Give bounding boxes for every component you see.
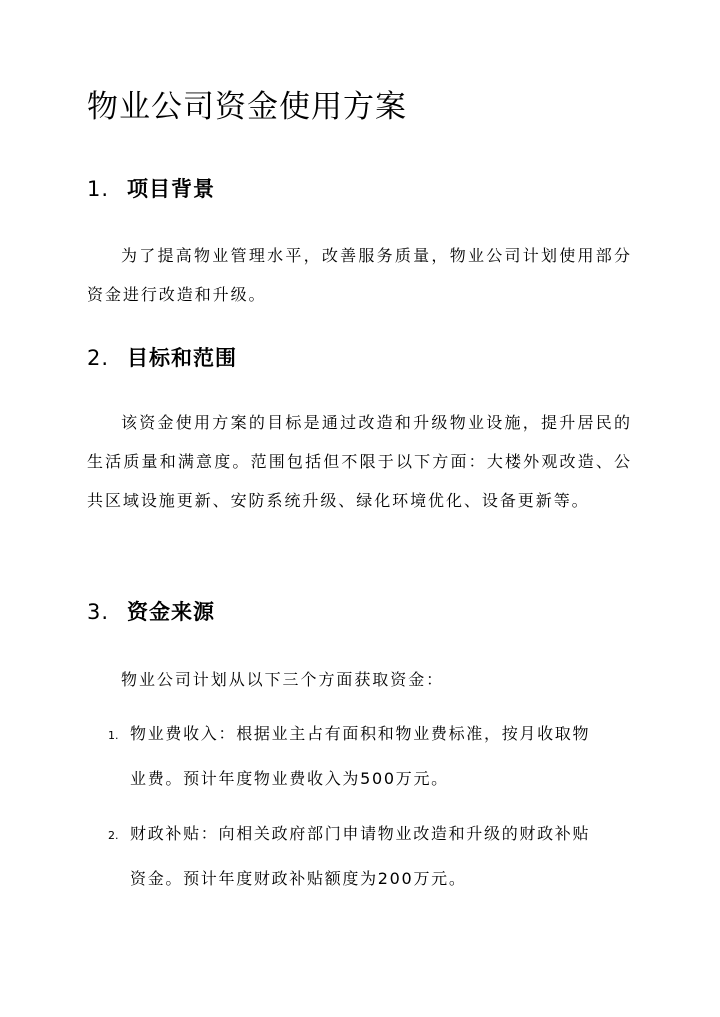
section-heading-funding	[87, 597, 215, 627]
section-title: 目标和范围	[127, 346, 237, 370]
section-heading-background	[87, 174, 215, 204]
section-paragraph-funding: 物业公司计划从以下三个方面获取资金：	[121, 670, 445, 689]
list-item	[108, 712, 628, 800]
list-item	[108, 812, 628, 900]
document-title: 物业公司资金使用方案	[87, 89, 407, 125]
section-number: 3.	[87, 600, 110, 624]
section-title: 资金来源	[127, 600, 215, 624]
list-marker: 1.	[108, 729, 119, 742]
section-paragraph-background: 为了提高物业管理水平，改善服务质量，物业公司计划使用部分资金进行改造和升级。	[87, 246, 632, 304]
section-heading-goals	[87, 343, 237, 373]
list-item-continuation: 资金。预计年度财政补贴额度为200万元。	[130, 869, 467, 888]
list-item-text: 财政补贴：向相关政府部门申请物业改造和升级的财政补贴	[130, 824, 591, 843]
section-number: 1.	[87, 177, 110, 201]
list-item-text: 物业费收入：根据业主占有面积和物业费标准，按月收取物	[130, 724, 591, 743]
section-number: 2.	[87, 346, 110, 370]
list-marker: 2.	[108, 829, 119, 842]
section-title: 项目背景	[127, 177, 215, 201]
list-item-continuation: 业费。预计年度物业费收入为500万元。	[130, 769, 449, 788]
section-paragraph-goals: 该资金使用方案的目标是通过改造和升级物业设施，提升居民的生活质量和满意度。范围包括但不限于以下方面：大楼外观改造、公共区域设施更新、安防系统升级、绿化环境优化、设备更新等。	[87, 413, 632, 510]
